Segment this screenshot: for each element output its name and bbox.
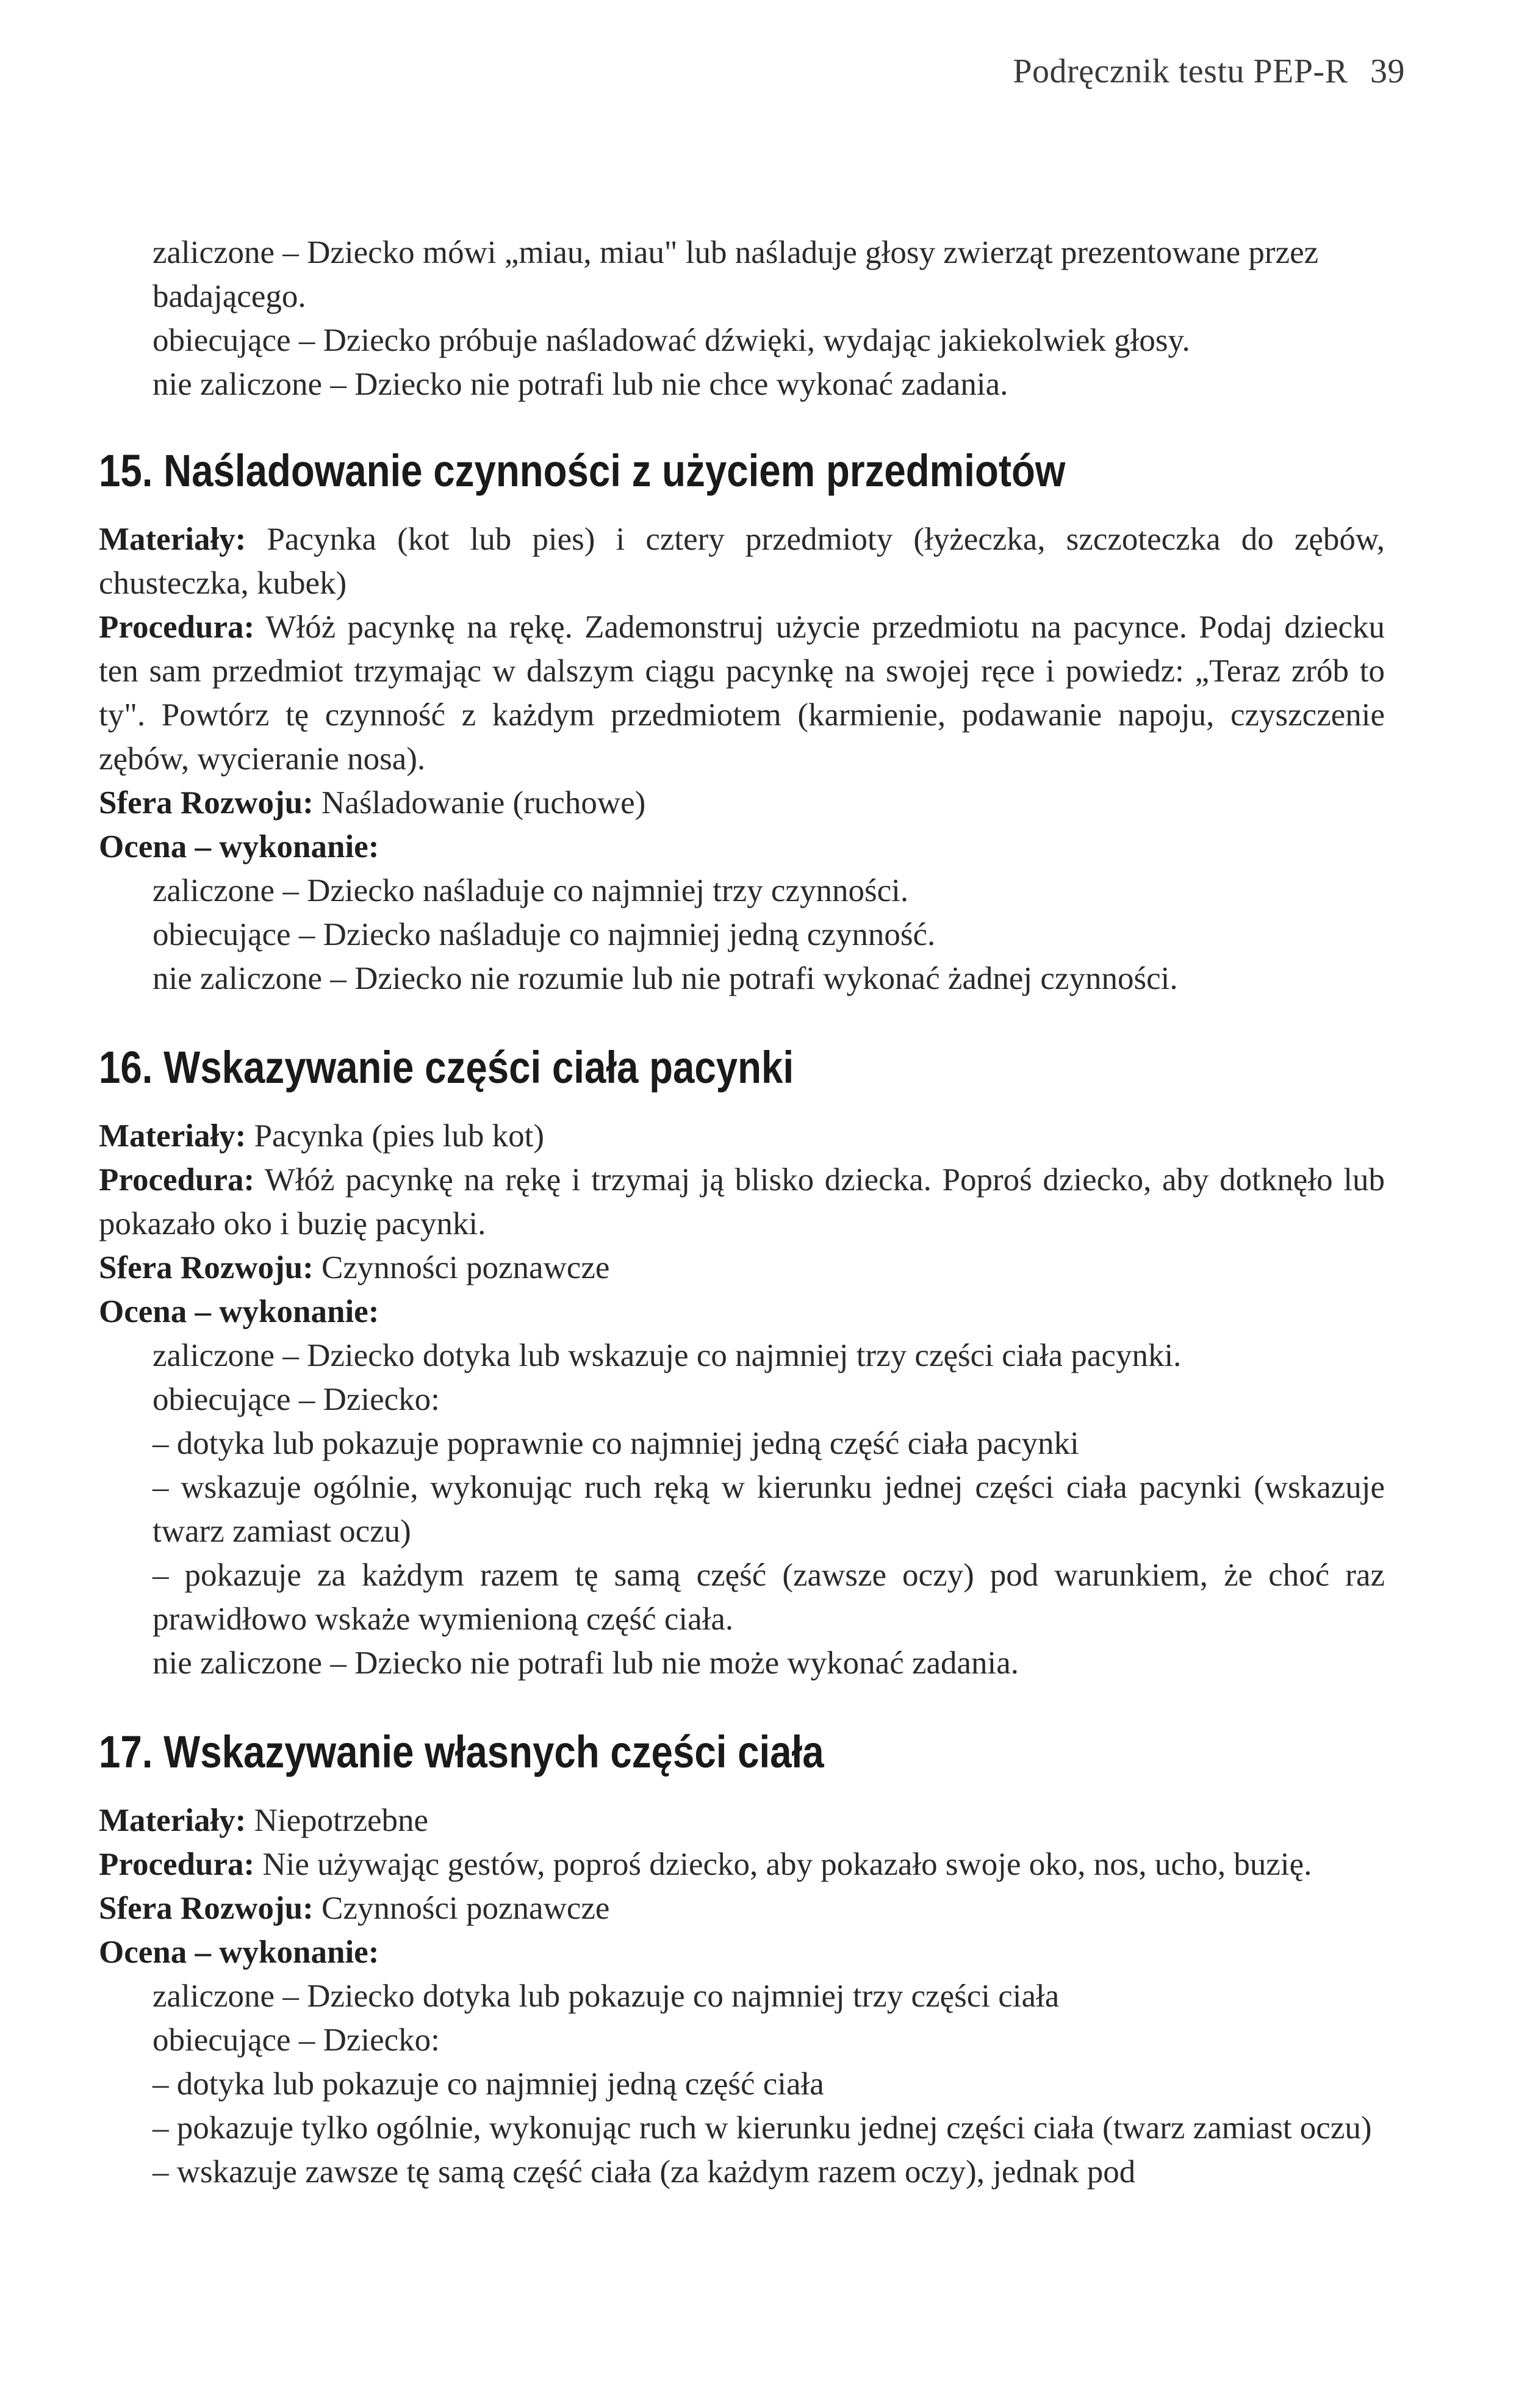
materials-text: Pacynka (pies lub kot): [254, 1118, 544, 1154]
running-header: [1013, 52, 1405, 91]
materials-row: [99, 1114, 1385, 1158]
assessment-line: – wskazuje zawsze tę samą część ciała (za każdym razem oczy), jednak pod: [153, 2154, 1136, 2190]
procedure-text: Włóż pacynkę na rękę i trzymaj ją blisko dziecka. Poproś dziecko, aby dotknęło lub pokazało oko i buzię pacynki.: [99, 1162, 1385, 1242]
sphere-text: Naśladowanie (ruchowe): [321, 785, 646, 821]
assessment-line: zaliczone – Dziecko dotyka lub wskazuje co najmniej trzy części ciała pacynki.: [153, 1338, 1182, 1373]
assessment-line: – wskazuje ogólnie, wykonując ruch ręką w kierunku jednej części ciała pacynki (wskazuje twarz zamiast oczu): [153, 1470, 1385, 1549]
sphere-row: [99, 1246, 1385, 1290]
intro-line: zaliczone – Dziecko mówi „miau, miau" lub naśladuje głosy zwierząt prezentowane przez badającego.: [153, 235, 1319, 314]
assessment-list: [99, 869, 1385, 1001]
assessment-line: – pokazuje tylko ogólnie, wykonując ruch w kierunku jednej części ciała (twarz zamiast oczu): [153, 2110, 1372, 2146]
procedure-row: [99, 1158, 1385, 1246]
procedure-row: [99, 605, 1385, 781]
procedure-label: Procedura:: [99, 1162, 255, 1198]
materials-label: Materiały:: [99, 522, 246, 557]
assessment-list: [99, 1334, 1385, 1685]
section-16: [99, 1042, 1385, 1685]
sphere-text: Czynności poznawcze: [321, 1250, 610, 1285]
materials-label: Materiały:: [99, 1803, 246, 1838]
procedure-label: Procedura:: [99, 609, 255, 645]
procedure-row: [99, 1842, 1385, 1886]
assessment-label: Ocena – wykonanie:: [99, 1935, 379, 1970]
assessment-line: zaliczone – Dziecko naśladuje co najmniej trzy czynności.: [153, 873, 909, 908]
procedure-text: Włóż pacynkę na rękę. Zademonstruj użycie przedmiotu na pacynce. Podaj dziecku ten sam przedmiot trzymając w dalszym ciągu pacynkę na swojej ręce i powiedz: „Teraz zrób to ty". Powtórz tę czynność z każdym przedmiotem (karmienie, podawanie napoju, czyszczenie zębów, wycieranie nosa).: [99, 609, 1385, 777]
sphere-text: Czynności poznawcze: [321, 1891, 610, 1926]
section-title: 17. Wskazywanie własnych części ciała: [99, 1727, 824, 1777]
assessment-list: [99, 1974, 1385, 2194]
running-title: Podręcznik testu PEP-R: [1013, 52, 1348, 90]
sphere-label: Sfera Rozwoju:: [99, 1891, 314, 1926]
procedure-text: Nie używając gestów, poproś dziecko, aby pokazało swoje oko, nos, ucho, buzię.: [262, 1847, 1312, 1882]
intro-line: nie zaliczone – Dziecko nie potrafi lub nie chce wykonać zadania.: [153, 367, 1008, 402]
assessment-line: nie zaliczone – Dziecko nie potrafi lub nie może wykonać zadania.: [153, 1645, 1019, 1681]
assessment-line: obiecujące – Dziecko:: [153, 2022, 440, 2058]
materials-text: Niepotrzebne: [254, 1803, 429, 1838]
assessment-line: obiecujące – Dziecko:: [153, 1382, 440, 1417]
intro-assessment: [99, 231, 1385, 406]
materials-text: Pacynka (kot lub pies) i cztery przedmioty (łyżeczka, szczoteczka do zębów, chusteczka, kubek): [99, 522, 1385, 601]
section-15: [99, 445, 1385, 1001]
assessment-line: – pokazuje za każdym razem tę samą część (zawsze oczy) pod warunkiem, że choć raz prawidłowo wskaże wymienioną część ciała.: [153, 1558, 1385, 1637]
materials-row: [99, 1799, 1385, 1842]
sphere-label: Sfera Rozwoju:: [99, 785, 314, 821]
sphere-row: [99, 1886, 1385, 1930]
section-17: [99, 1727, 1385, 2194]
section-title: 15. Naśladowanie czynności z użyciem przedmiotów: [99, 445, 1066, 496]
procedure-label: Procedura:: [99, 1847, 255, 1882]
sphere-label: Sfera Rozwoju:: [99, 1250, 314, 1285]
assessment-line: nie zaliczone – Dziecko nie rozumie lub nie potrafi wykonać żadnej czynności.: [153, 961, 1178, 996]
assessment-label: Ocena – wykonanie:: [99, 829, 379, 864]
assessment-line: obiecujące – Dziecko naśladuje co najmniej jedną czynność.: [153, 917, 936, 952]
assessment-line: – dotyka lub pokazuje poprawnie co najmniej jedną część ciała pacynki: [153, 1426, 1079, 1461]
sphere-row: [99, 781, 1385, 825]
page-content: [99, 231, 1385, 2194]
section-title: 16. Wskazywanie części ciała pacynki: [99, 1042, 794, 1093]
intro-line: obiecujące – Dziecko próbuje naśladować dźwięki, wydając jakiekolwiek głosy.: [153, 323, 1190, 358]
assessment-label: Ocena – wykonanie:: [99, 1294, 379, 1329]
materials-label: Materiały:: [99, 1118, 246, 1154]
assessment-line: zaliczone – Dziecko dotyka lub pokazuje co najmniej trzy części ciała: [153, 1979, 1060, 2014]
assessment-line: – dotyka lub pokazuje co najmniej jedną część ciała: [153, 2066, 824, 2102]
materials-row: [99, 517, 1385, 605]
page-number: 39: [1370, 52, 1405, 90]
